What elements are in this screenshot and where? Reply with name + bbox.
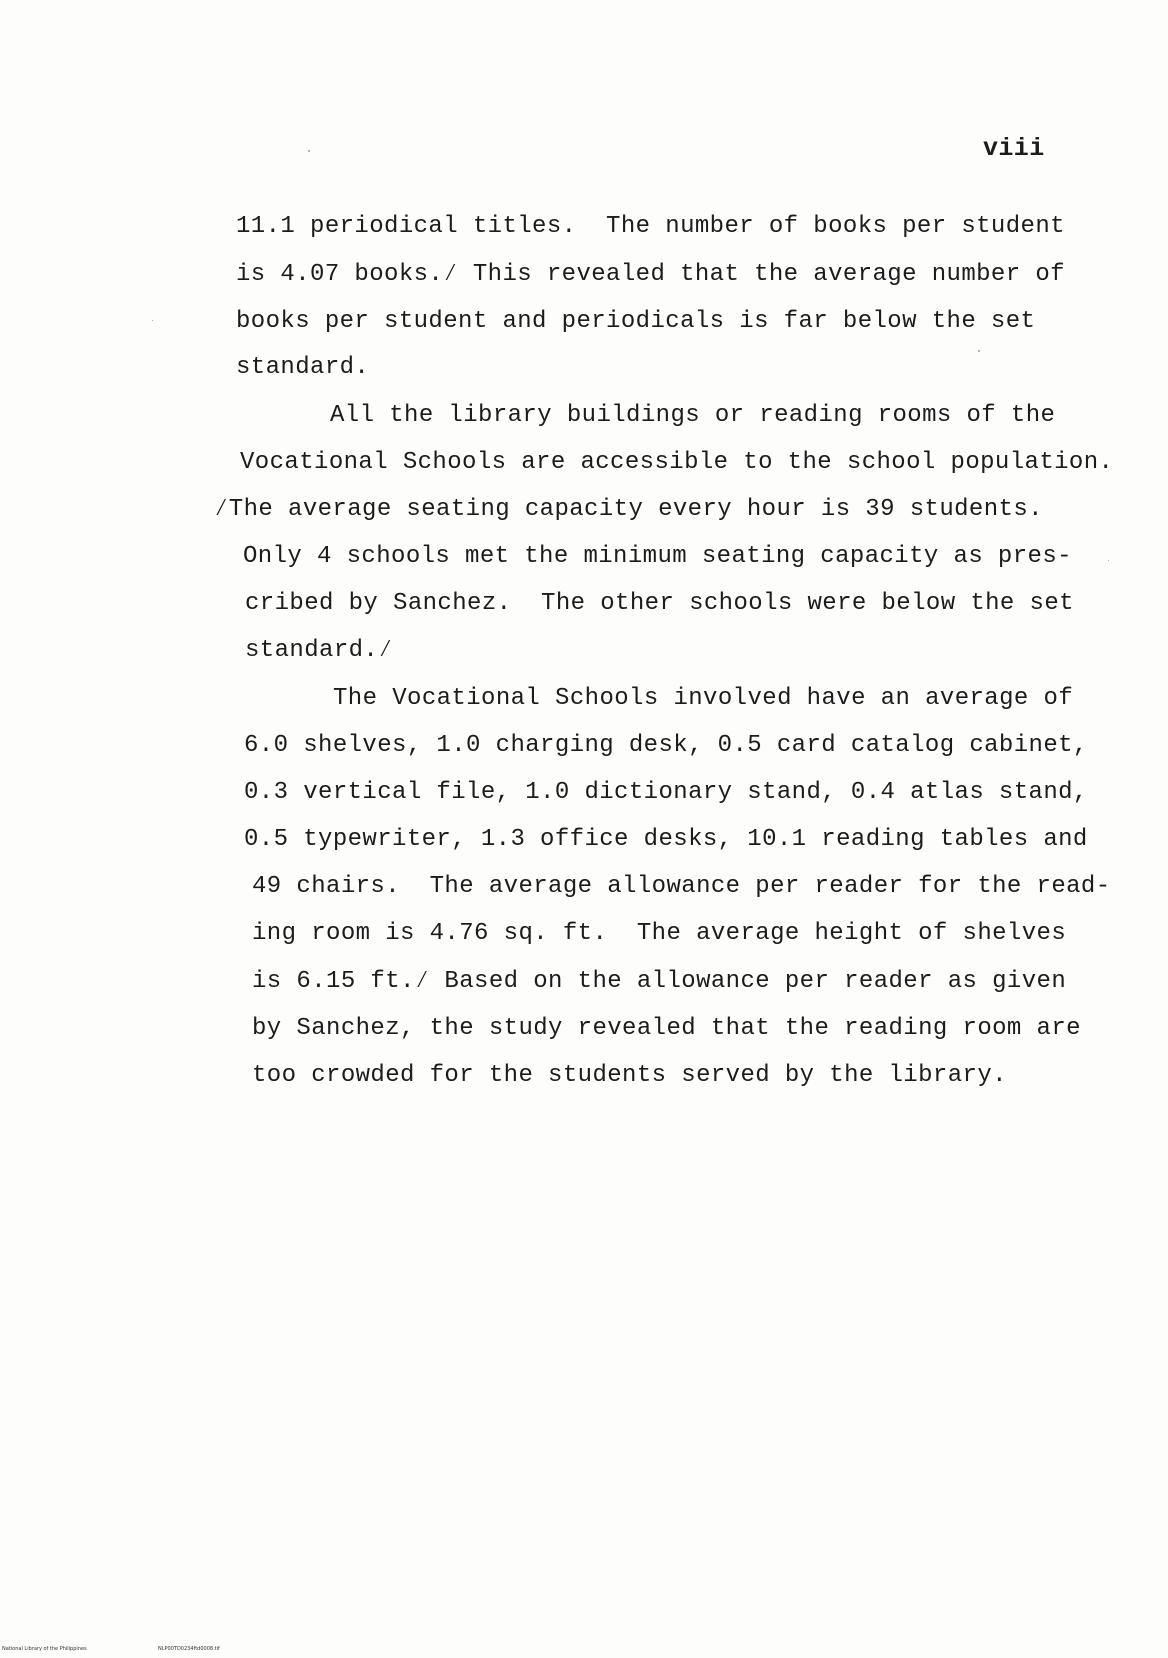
- paragraph-3-line-7: is 6.15 ft.⁄ Based on the allowance per reader as given: [252, 968, 1067, 995]
- paragraph-1-line-3: books per student and periodicals is far below the set: [236, 308, 1036, 335]
- paragraph-3-line-3: 0.3 vertical file, 1.0 dictionary stand, 0.4 atlas stand,: [244, 779, 1088, 806]
- paragraph-1-line-4: standard.: [236, 354, 370, 381]
- paragraph-3-line-8: by Sanchez, the study revealed that the reading room are: [252, 1015, 1081, 1042]
- paragraph-3-line-1: The Vocational Schools involved have an average of: [333, 685, 1074, 712]
- scan-speck: [152, 320, 153, 321]
- footer-filename: NLP00TD0234ftd0008.tif: [158, 1646, 220, 1652]
- paragraph-2-line-3: ⁄The average seating capacity every hour is 39 students.: [214, 496, 1043, 523]
- paragraph-2-line-6: standard.⁄: [245, 637, 394, 664]
- paragraph-2-line-1: All the library buildings or reading rooms of the: [330, 402, 1056, 429]
- paragraph-1-line-2: is 4.07 books.⁄ This revealed that the average number of: [236, 261, 1065, 288]
- scan-speck: [978, 350, 980, 352]
- paragraph-3-line-4: 0.5 typewriter, 1.3 office desks, 10.1 reading tables and: [244, 826, 1088, 853]
- paragraph-3-line-6: ing room is 4.76 sq. ft. The average height of shelves: [252, 920, 1067, 947]
- paragraph-1-line-1: 11.1 periodical titles. The number of books per student: [236, 213, 1065, 240]
- scan-speck: [1108, 560, 1109, 561]
- paragraph-3-line-9: too crowded for the students served by the library.: [252, 1062, 1007, 1089]
- paragraph-2-line-5: cribed by Sanchez. The other schools were below the set: [245, 590, 1074, 617]
- scan-speck: [308, 150, 310, 152]
- paragraph-2-line-4: Only 4 schools met the minimum seating capacity as pres-: [243, 543, 1072, 570]
- footer-source: National Library of the Philippines: [2, 1646, 87, 1652]
- paragraph-3-line-2: 6.0 shelves, 1.0 charging desk, 0.5 card catalog cabinet,: [244, 732, 1088, 759]
- paragraph-2-line-2: Vocational Schools are accessible to the school population.: [240, 449, 1114, 476]
- paragraph-3-line-5: 49 chairs. The average allowance per reader for the read-: [252, 873, 1111, 900]
- page-number: viii: [983, 134, 1045, 163]
